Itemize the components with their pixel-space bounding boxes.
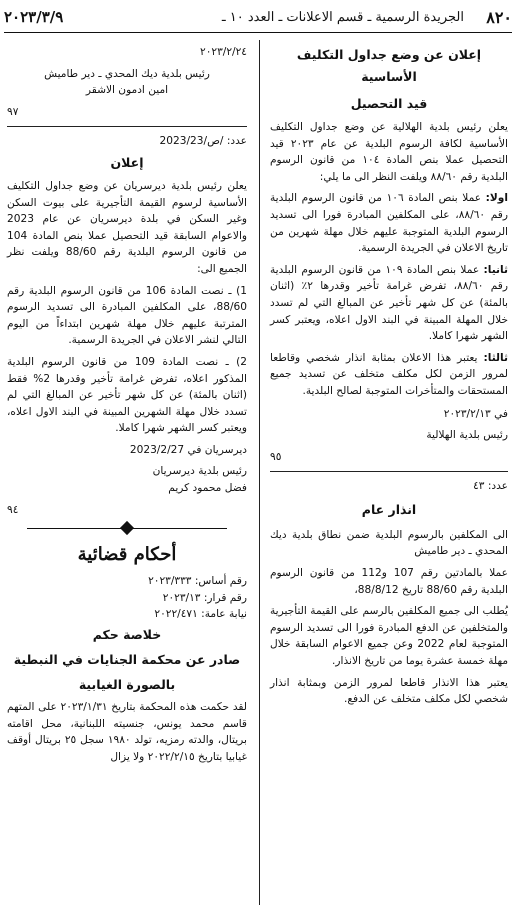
case-decision-number: رقم قرار: ٢٠٢٣/١٣ (162, 591, 247, 604)
announcement-signature-title: رئيس بلدية ديرسريان (152, 465, 247, 478)
notice-subtitle: قيد التحصيل (350, 96, 428, 111)
page-number: ٨٢٠ (486, 8, 512, 27)
page-header (4, 8, 512, 30)
gazette-title: الجريدة الرسمية ـ قسم الاعلانات ـ العدد ١٠ ـ (221, 10, 464, 25)
notice-title: إعلان عن وضع جداول التكليف الأساسية (296, 47, 482, 84)
announcement-title: إعلان (110, 154, 144, 170)
announcement-signature-name: فضل محمود كريم (168, 482, 247, 495)
notice-paragraph-2: ثانيا: عملا بنص المادة ١٠٩ من قانون الرسوم البلدية رقم ٨٨/٦٠، تفرض غرامة تأخير وقدرها ٢٪ (اثنان بالمئة) عن كل شهر تأخير عن المبالغ التي لم تسدد خلال المهلة المبينة في البند الاول اعلاه، ويعتبر كسر الشهر شهرا كاملا. (270, 263, 508, 343)
general-warning-title: انذار عام (361, 501, 417, 517)
notice-intro: يعلن رئيس بلدية الهلالية عن وضع جداول التكليف الأساسية لكافة الرسوم البلدية عن عام ٢٠٢٣ قيد التحصيل عملا بنص المادة ١٠٤ من قانون الرسوم البلدية رقم ٨٨/٦٠ ويلفت النظر الى ما يلي: (270, 121, 508, 183)
announcement-ref-number: ٩٤ (7, 503, 19, 516)
announcement-item-1: 1) ـ نصت المادة 106 من قانون الرسوم البلدية رقم 88/60، على المكلفين المبادرة الى تسديد الرسوم المترتبة عليهم خلال مهلة شهرين ابتداءاً من اليوم التالي لنشر الاعلان في الجريدة الرسمية. (7, 284, 247, 347)
prosecution-number: نيابة عامة: ٢٠٢٢/٤٧١ (154, 608, 247, 621)
notice-date: في ٢٠٢٣/٢/١٣ (443, 407, 508, 420)
notice-ref-number: ٩٥ (270, 450, 282, 463)
warning-line-2: عملا بالمادتين رقم 107 و112 من قانون الرسوم البلدية رقم 88/60 تاريخ 88/8/12، (270, 567, 508, 596)
issue-date: ٢٠٢٣/٣/٩ (4, 8, 64, 26)
warning-line-4: يعتبر هذا الانذار قاطعا لمرور الزمن وبمثابة انذار شخصي لكل مكلف متخلف عن الدفع. (270, 676, 508, 706)
case-basis-number: رقم أساس: ٢٠٢٣/٣٣٣ (148, 575, 247, 588)
announcement-date: ديرسريان في 2023/2/27 (129, 443, 247, 456)
right-column (270, 44, 508, 713)
notice-paragraph-3: ثالثا: يعتبر هذا الاعلان بمثابة انذار شخصي وقاطعا لمرور الزمن لكل مكلف متخلف عن تسديد جميع المستحقات والمتأخرات المتوجبة لصالح البلدية. (270, 351, 508, 397)
column-divider (259, 40, 260, 905)
warning-line-1: الى المكلفين بالرسوم البلدية ضمن نطاق بلدية ديك المحدي ـ دير طاميش (270, 528, 508, 558)
top-signature-name: امين ادمون الاشقر (85, 84, 169, 97)
notice-number: عدد: ٤٣ (473, 480, 508, 493)
notice-paragraph-1: اولا: عملا بنص المادة ١٠٦ من قانون الرسوم البلدية رقم ٨٨/٦٠، على المكلفين المبادرة فورا الى تسديد الرسوم البلدية المتوجبة عليهم خلال مهلة شهرين من تاريخ الاعلان في الجريدة الرسمية. (270, 192, 508, 255)
left-column (7, 44, 247, 770)
ornament-divider (7, 522, 247, 536)
top-date: ٢٠٢٣/٢/٢٤ (200, 46, 247, 58)
court-title: صادر عن محكمة الجنايات في النبطية (13, 652, 241, 668)
announcement-item-2: 2) ـ نصت المادة 109 من قانون الرسوم البلدية المذكور اعلاه، تفرض غرامة تأخير وقدرها 2% فقط (اثنان بالمئة) عن كل شهر تأخير عن المبالغ التي لم تسدد خلال مهلة الشهرين المبينة في البند الاول اعلاه، ويعتبر كسر الشهر شهرا كاملا. (7, 355, 247, 435)
judgment-body: لقد حكمت هذه المحكمة بتاريخ ٢٠٢٣/١/٣١ على المتهم قاسم محمد يونس، جنسيته اللبنانية، محل اقامته بريتال، والدته رمزيه، تولد ١٩٨٠ سجل ٢٥ بريتال أوقف غيابيا بتاريخ ٢٠٢٢/٢/١٥ ولا يزال (7, 701, 247, 763)
section-title: أحكام قضائية (77, 544, 177, 566)
top-ref-number: ٩٧ (7, 105, 19, 118)
judgment-summary-title: خلاصة حكم (92, 627, 162, 643)
notice-signature: رئيس بلدية الهلالية (426, 429, 508, 442)
warning-line-3: يُطلب الى جميع المكلفين بالرسم على القيمة التأجيرية والمتخلفين عن الدفع المبادرة فورا الى تسديد الرسوم المتوجبة لعام 2022 وعن جميع الاعوام السابقة خلال مهلة خمسة عشرة يوما من تاريخ الانذار. (270, 605, 508, 668)
in-absentia-label: بالصورة الغيابية (78, 677, 176, 693)
notice-number: عدد: /ص/2023/23 (159, 135, 247, 148)
announcement-intro: يعلن رئيس بلدية ديرسريان عن وضع جداول التكليف الأساسية لرسوم القيمة التأجيرية على بيوت السكن وغير السكن في بلدة ديرسريان عن عام 2023 والاعوام السابقة قيد التحصيل عملا بنص المادة 104 من قانون الرسوم البلدية رقم 88/60 ويلفت نظر الجميع الى: (7, 179, 247, 275)
top-signature-title: رئيس بلدية ديك المحدي ـ دير طاميش (44, 67, 210, 80)
separator-rule (270, 471, 508, 472)
separator-rule (7, 126, 247, 127)
header-rule (4, 32, 512, 33)
